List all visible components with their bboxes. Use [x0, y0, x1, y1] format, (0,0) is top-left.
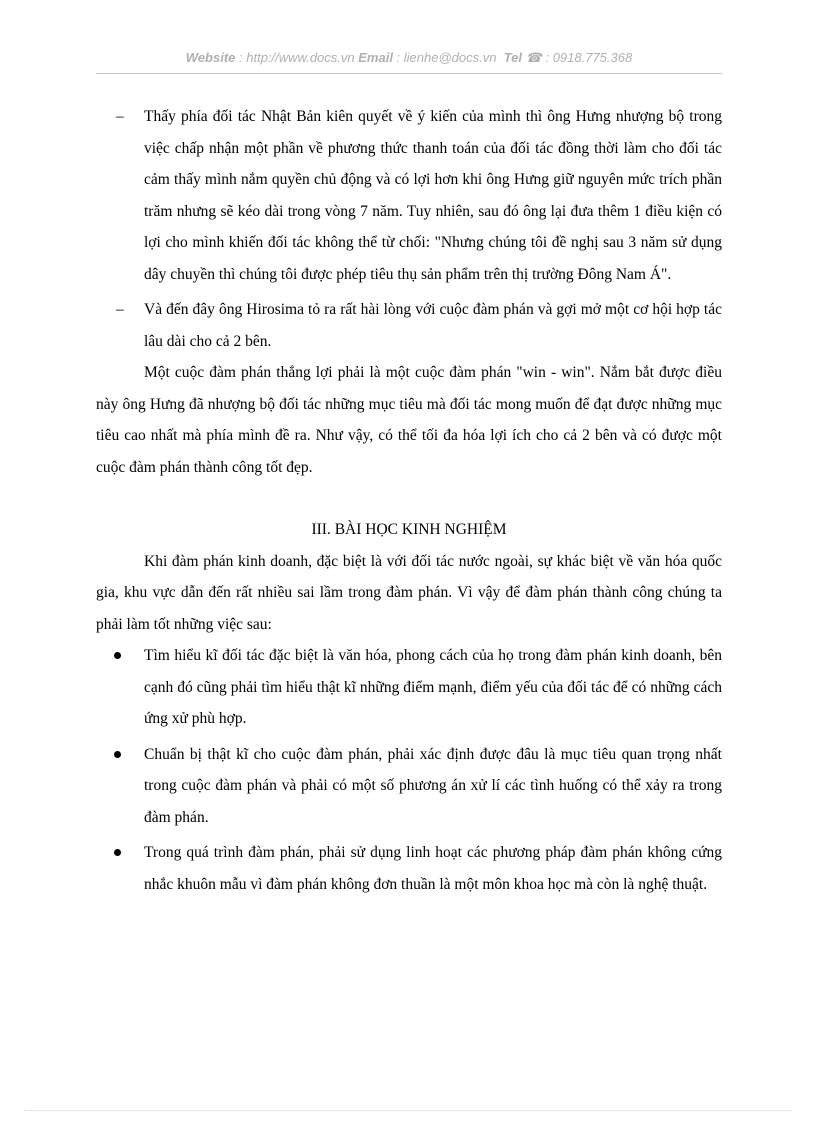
dash-marker: –	[116, 301, 124, 318]
bullet-item-text: Trong quá trình đàm phán, phải sử dụng linh hoạt các phương pháp đàm phán không cứng nhắc khuôn mẫu vì đàm phán không đơn thuần là một môn khoa học mà còn là nghệ thuật.	[144, 844, 722, 893]
dash-marker: –	[116, 108, 124, 125]
bullet-icon	[114, 849, 121, 856]
footer-divider	[24, 1110, 792, 1111]
section-heading: III. BÀI HỌC KINH NGHIỆM	[311, 521, 507, 538]
header-divider	[96, 73, 722, 74]
website-separator: :	[235, 50, 247, 65]
email-address[interactable]: lienhe@docs.vn	[403, 50, 497, 65]
website-url[interactable]: http://www.docs.vn	[246, 50, 355, 65]
bullet-icon	[114, 652, 121, 659]
document-body	[96, 101, 722, 900]
dash-item-text: Và đến đây ông Hirosima tỏ ra rất hài lòng với cuộc đàm phán và gợi mở một cơ hội hợp tác lâu dài cho cả 2 bên.	[144, 301, 722, 350]
page-header	[96, 50, 722, 70]
bullet-list-item	[96, 640, 722, 735]
tel-label: Tel	[503, 50, 523, 65]
email-label: Email	[358, 50, 393, 65]
dash-list-item	[96, 294, 722, 357]
bullet-item-text: Tìm hiểu kĩ đối tác đặc biệt là văn hóa, phong cách của họ trong đàm phán kinh doanh, bên cạnh đó cũng phải tìm hiểu thật kĩ những điểm mạnh, điểm yếu của đối tác để có những cách ứng xử phù hợp.	[144, 647, 722, 727]
dash-item-text: Thấy phía đối tác Nhật Bản kiên quyết về ý kiến của mình thì ông Hưng nhượng bộ trong việc chấp nhận một phần về phương thức thanh toán của đối tác đồng thời làm cho đối tác cảm thấy mình nắm quyền chủ động và có lợi hơn khi ông Hưng giữ nguyên mức trích phần trăm nhưng sẽ kéo dài trong vòng 7 năm. Tuy nhiên, sau đó ông lại đưa thêm 1 điều kiện có lợi cho mình khiến đối tác không thể từ chối: "Nhưng chúng tôi đề nghị sau 3 năm sử dụng dây chuyền thì chúng tôi được phép tiêu thụ sản phẩm trên thị trường Đông Nam Á".	[144, 108, 722, 283]
email-separator: :	[392, 50, 404, 65]
bullet-list-item	[96, 837, 722, 900]
website-label: Website	[185, 50, 236, 65]
intro-paragraph: Khi đàm phán kinh doanh, đặc biệt là với đối tác nước ngoài, sự khác biệt về văn hóa quốc gia, khu vực dẫn đến rất nhiều sai lầm trong đàm phán. Vì vậy để đàm phán thành công chúng ta phải làm tốt những việc sau:	[96, 552, 722, 633]
bullet-icon	[114, 751, 121, 758]
tel-number: : 0918.775.368	[541, 50, 633, 65]
bullet-list-item	[96, 739, 722, 834]
conclusion-paragraph: Một cuộc đàm phán thắng lợi phải là một cuộc đàm phán "win - win". Nắm bắt được điều này ông Hưng đã nhượng bộ đối tác những mục tiêu mà đối tác mong muốn để đạt được những mục tiêu cao nhất mà phía mình đề ra. Như vậy, có thể tối đa hóa lợi ích cho cả 2 bên và có được một cuộc đàm phán thành công tốt đẹp.	[96, 364, 722, 476]
dash-list-item	[96, 101, 722, 290]
bullet-item-text: Chuẩn bị thật kĩ cho cuộc đàm phán, phải xác định được đâu là mục tiêu quan trọng nhất trong cuộc đàm phán và phải có một số phương án xử lí các tình huống có thể xảy ra trong đàm phán.	[144, 745, 722, 826]
phone-icon: ☎	[525, 50, 542, 65]
